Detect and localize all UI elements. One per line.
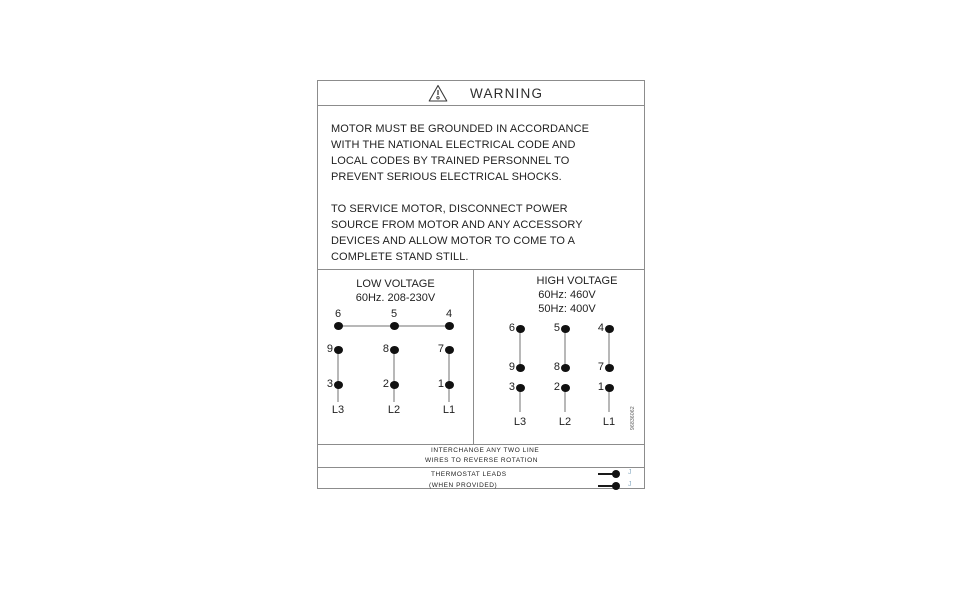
terminal-dot-1	[605, 384, 614, 392]
paragraph-line: SOURCE FROM MOTOR AND ANY ACCESSORY	[331, 219, 583, 231]
high-voltage-title: HIGH VOLTAGE	[536, 275, 618, 287]
terminal-number-2: 2	[553, 381, 560, 393]
series-line-6-9	[519, 329, 521, 368]
series-line-5-8	[564, 329, 566, 368]
terminal-dot-6	[334, 322, 343, 330]
terminal-number-9: 9	[508, 361, 515, 373]
motor-warning-label	[317, 80, 645, 489]
terminal-dot-7	[605, 364, 614, 372]
terminal-dot-6	[516, 325, 525, 333]
paragraph-line: MOTOR MUST BE GROUNDED IN ACCORDANCE	[331, 123, 590, 135]
terminal-dot-5	[390, 322, 399, 330]
line-label-l2: L2	[387, 404, 401, 416]
thermostat-lead-tag-2: J	[628, 481, 632, 488]
warning-body-text	[331, 121, 631, 265]
terminal-dot-2	[390, 381, 399, 389]
line-label-l1: L1	[442, 404, 456, 416]
warning-header	[318, 81, 644, 106]
terminal-number-6: 6	[508, 322, 515, 334]
terminal-number-9: 9	[326, 343, 333, 355]
terminal-number-4: 4	[445, 308, 453, 320]
line-label-l3: L3	[513, 416, 527, 428]
part-number: 96836062	[630, 406, 636, 430]
thermostat-lead-dot-1	[612, 470, 620, 478]
terminal-number-7: 7	[437, 343, 444, 355]
terminal-number-7: 7	[597, 361, 604, 373]
terminal-dot-4	[605, 325, 614, 333]
terminal-dot-8	[390, 346, 399, 354]
terminal-dot-9	[516, 364, 525, 372]
lead-line-7-1	[448, 350, 450, 402]
service-paragraph	[331, 201, 631, 265]
terminal-dot-4	[445, 322, 454, 330]
lead-line-9-3	[337, 350, 339, 402]
thermostat-label: THERMOSTAT LEADS	[431, 471, 507, 478]
terminal-number-4: 4	[597, 322, 604, 334]
terminal-number-3: 3	[508, 381, 515, 393]
terminal-number-5: 5	[553, 322, 560, 334]
terminal-dot-3	[516, 384, 525, 392]
wiring-diagrams-section	[318, 269, 644, 444]
terminal-number-3: 3	[326, 378, 333, 390]
paragraph-line: TO SERVICE MOTOR, DISCONNECT POWER	[331, 203, 568, 215]
low-voltage-subtitle: 60Hz. 208-230V	[355, 292, 436, 304]
low-voltage-title: LOW VOLTAGE	[356, 278, 435, 290]
terminal-dot-1	[445, 381, 454, 389]
terminal-number-6: 6	[334, 308, 342, 320]
paragraph-line: WITH THE NATIONAL ELECTRICAL CODE AND	[331, 139, 576, 151]
high-voltage-subtitle-60hz: 60Hz: 460V	[538, 289, 596, 301]
paragraph-line: COMPLETE STAND STILL.	[331, 251, 469, 263]
terminal-dot-2	[561, 384, 570, 392]
terminal-dot-9	[334, 346, 343, 354]
warning-title: WARNING	[470, 86, 544, 101]
thermostat-leads-row	[318, 467, 644, 489]
terminal-number-5: 5	[390, 308, 398, 320]
warning-triangle-icon	[428, 84, 448, 108]
terminal-number-2: 2	[382, 378, 389, 390]
terminal-number-8: 8	[553, 361, 560, 373]
line-label-l1: L1	[602, 416, 616, 428]
line-label-l3: L3	[331, 404, 345, 416]
terminal-number-1: 1	[437, 378, 444, 390]
thermostat-lead-dot-2	[612, 482, 620, 490]
rotation-note-line1: INTERCHANGE ANY TWO LINE	[431, 447, 540, 454]
high-voltage-subtitle-50hz: 50Hz: 400V	[538, 303, 596, 315]
terminal-number-1: 1	[597, 381, 604, 393]
rotation-note-row	[318, 444, 644, 467]
grounding-paragraph	[331, 121, 631, 185]
lead-line-8-2	[393, 350, 395, 402]
line-label-l2: L2	[558, 416, 572, 428]
paragraph-line: LOCAL CODES BY TRAINED PERSONNEL TO	[331, 155, 570, 167]
terminal-number-8: 8	[382, 343, 389, 355]
rotation-note-line2: WIRES TO REVERSE ROTATION	[425, 457, 538, 464]
terminal-dot-7	[445, 346, 454, 354]
series-line-4-7	[608, 329, 610, 368]
paragraph-line: PREVENT SERIOUS ELECTRICAL SHOCKS.	[331, 171, 562, 183]
paragraph-line: DEVICES AND ALLOW MOTOR TO COME TO A	[331, 235, 576, 247]
terminal-dot-8	[561, 364, 570, 372]
terminal-dot-5	[561, 325, 570, 333]
terminal-dot-3	[334, 381, 343, 389]
voltage-section-divider	[473, 270, 474, 444]
thermostat-lead-tag-1: J	[628, 469, 632, 476]
thermostat-sublabel: (WHEN PROVIDED)	[429, 482, 498, 489]
